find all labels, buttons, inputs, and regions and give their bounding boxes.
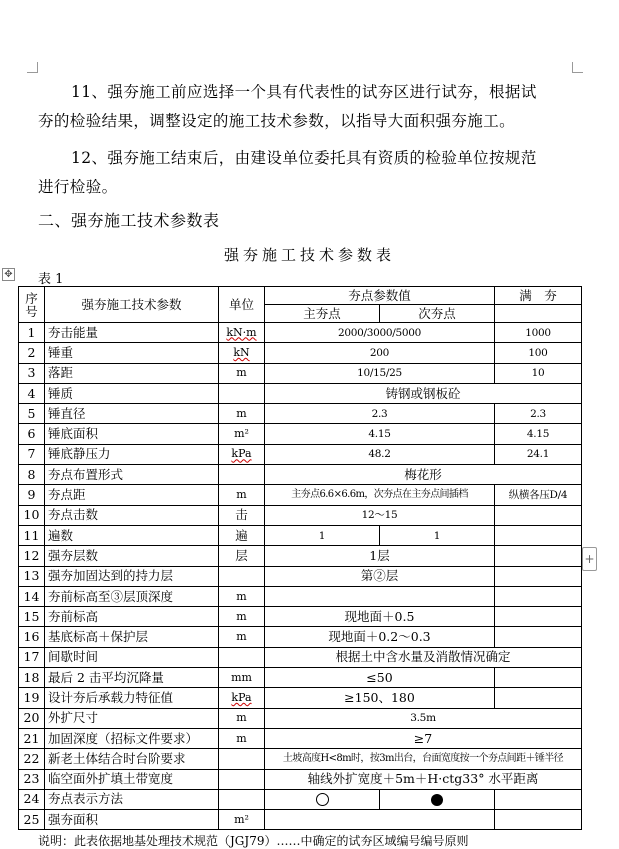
row-full-value — [495, 789, 582, 809]
row-param: 外扩尺寸 — [45, 708, 219, 728]
row-full-value: 2.3 — [495, 404, 582, 424]
row-unit: kPa — [219, 444, 265, 464]
paragraph-12 — [38, 144, 578, 202]
table-row — [19, 343, 582, 363]
row-no: 6 — [19, 424, 45, 444]
row-full-value: 4.15 — [495, 424, 582, 444]
table-row — [19, 728, 582, 748]
row-param: 加固深度（招标文件要求） — [45, 728, 219, 748]
row-full-value — [495, 586, 582, 606]
row-secondary-value: 1 — [380, 525, 495, 545]
row-no: 2 — [19, 343, 45, 363]
row-no: 20 — [19, 708, 45, 728]
header-secondary-tamp: 次夯点 — [380, 305, 495, 323]
row-value: ≤50 — [265, 668, 495, 688]
row-param: 新老土体结合时台阶要求 — [45, 749, 219, 769]
table-move-handle-icon[interactable]: ✥ — [2, 268, 15, 281]
row-unit: m — [219, 708, 265, 728]
row-value: 梅花形 — [265, 465, 582, 485]
row-no: 17 — [19, 647, 45, 667]
row-value: 第②层 — [265, 566, 495, 586]
header-no: 序号 — [19, 287, 45, 323]
header-main-tamp: 主夯点 — [265, 305, 380, 323]
row-full-value: 1000 — [495, 323, 582, 343]
row-no: 18 — [19, 668, 45, 688]
row-no: 21 — [19, 728, 45, 748]
row-full-value: 10 — [495, 363, 582, 383]
row-value: 主夯点6.6×6.6m，次夯点在主夯点间插档 — [265, 485, 495, 505]
row-full-value — [495, 688, 582, 708]
row-full-value — [495, 566, 582, 586]
row-value: 现地面＋0.2～0.3 — [265, 627, 495, 647]
table-row — [19, 465, 582, 485]
row-no: 5 — [19, 404, 45, 424]
row-param: 锤底面积 — [45, 424, 219, 444]
row-full-value — [495, 627, 582, 647]
row-full-value — [495, 668, 582, 688]
table-row — [19, 546, 582, 566]
table-row — [19, 749, 582, 769]
row-main-symbol — [265, 789, 380, 809]
row-unit: kPa — [219, 688, 265, 708]
row-param: 夯点表示方法 — [45, 789, 219, 809]
section-heading: 二、强夯施工技术参数表 — [38, 211, 220, 230]
table-row — [19, 668, 582, 688]
row-no: 23 — [19, 769, 45, 789]
row-unit — [219, 789, 265, 809]
row-no: 4 — [19, 383, 45, 403]
row-value: 根据土中含水量及消散情况确定 — [265, 647, 582, 667]
row-unit: mm — [219, 668, 265, 688]
row-param: 夯击能量 — [45, 323, 219, 343]
row-value: 48.2 — [265, 444, 495, 464]
row-full-value — [495, 525, 582, 545]
row-param: 锤直径 — [45, 404, 219, 424]
header-param: 强夯施工技术参数 — [45, 287, 219, 323]
add-column-icon[interactable]: + — [582, 547, 597, 571]
header-unit: 单位 — [219, 287, 265, 323]
row-value — [265, 586, 495, 606]
row-unit: m — [219, 607, 265, 627]
row-full-value — [495, 546, 582, 566]
filled-circle-icon — [431, 794, 443, 806]
row-no: 12 — [19, 546, 45, 566]
row-no: 24 — [19, 789, 45, 809]
table-row — [19, 323, 582, 343]
row-param: 临空面外扩填土带宽度 — [45, 769, 219, 789]
table-row — [19, 485, 582, 505]
row-unit: m — [219, 363, 265, 383]
row-unit: m² — [219, 424, 265, 444]
row-param: 夯前标高至③层顶深度 — [45, 586, 219, 606]
row-param: 强夯层数 — [45, 546, 219, 566]
row-unit: 遍 — [219, 525, 265, 545]
table-row — [19, 810, 582, 830]
table-row — [19, 627, 582, 647]
row-value: 3.5m — [265, 708, 582, 728]
hollow-circle-icon — [316, 793, 329, 806]
row-full-value — [495, 607, 582, 627]
row-unit: 层 — [219, 546, 265, 566]
row-full-value — [495, 505, 582, 525]
row-unit: kN·m — [219, 323, 265, 343]
table-row — [19, 769, 582, 789]
row-secondary-symbol — [380, 789, 495, 809]
row-param: 夯点距 — [45, 485, 219, 505]
row-param: 强夯面积 — [45, 810, 219, 830]
row-unit: 击 — [219, 505, 265, 525]
row-no: 7 — [19, 444, 45, 464]
row-value: 12～15 — [265, 505, 495, 525]
row-param: 遍数 — [45, 525, 219, 545]
row-param: 基底标高＋保护层 — [45, 627, 219, 647]
row-unit — [219, 647, 265, 667]
row-no: 22 — [19, 749, 45, 769]
table-row — [19, 505, 582, 525]
row-no: 25 — [19, 810, 45, 830]
table-row — [19, 789, 582, 809]
paragraph-line: 12、强夯施工结束后，由建设单位委托具有资质的检验单位按规范 — [71, 149, 537, 167]
table-row — [19, 566, 582, 586]
paragraph-line: 11、强夯施工前应选择一个具有代表性的试夯区进行试夯，根据试 — [71, 83, 537, 101]
row-param: 间歇时间 — [45, 647, 219, 667]
row-param: 落距 — [45, 363, 219, 383]
row-value: 铸钢或钢板砼 — [265, 383, 582, 403]
row-no: 14 — [19, 586, 45, 606]
row-param: 夯前标高 — [45, 607, 219, 627]
paragraph-line: 进行检验。 — [38, 178, 118, 196]
table-row — [19, 383, 582, 403]
row-value: 2000/3000/5000 — [265, 323, 495, 343]
table-row — [19, 647, 582, 667]
row-param: 锤重 — [45, 343, 219, 363]
table-number: 表 1 — [38, 272, 64, 287]
row-unit: m — [219, 728, 265, 748]
row-param: 夯点布置形式 — [45, 465, 219, 485]
row-unit: m² — [219, 810, 265, 830]
table-row — [19, 444, 582, 464]
row-unit — [219, 383, 265, 403]
table-title: 强夯施工技术参数表 — [223, 246, 395, 264]
row-no: 9 — [19, 485, 45, 505]
row-param: 强夯加固达到的持力层 — [45, 566, 219, 586]
row-no: 11 — [19, 525, 45, 545]
row-unit: kN — [219, 343, 265, 363]
row-unit: m — [219, 586, 265, 606]
row-value: ≥150、180 — [265, 688, 495, 708]
row-unit: m — [219, 627, 265, 647]
row-unit — [219, 749, 265, 769]
row-value: 1层 — [265, 546, 495, 566]
row-no: 3 — [19, 363, 45, 383]
row-no: 16 — [19, 627, 45, 647]
row-value: 200 — [265, 343, 495, 363]
row-value — [265, 810, 495, 830]
header-full-empty — [495, 305, 582, 323]
footer-note-partial: 说明：此表依据地基处理技术规范（JGJ79）……中确定的试夯区域编号编号原则 — [38, 834, 469, 848]
table-row — [19, 607, 582, 627]
page-corner-mark-left — [27, 62, 38, 73]
row-value: 10/15/25 — [265, 363, 495, 383]
row-no: 8 — [19, 465, 45, 485]
row-unit — [219, 769, 265, 789]
row-full-value: 100 — [495, 343, 582, 363]
row-value: ≥7 — [265, 728, 582, 748]
table-header-row — [19, 287, 582, 305]
table-row — [19, 525, 582, 545]
row-full-value: 纵横各压D/4 — [495, 485, 582, 505]
row-param: 锤底静压力 — [45, 444, 219, 464]
row-value: 现地面＋0.5 — [265, 607, 495, 627]
header-tamp-value: 夯点参数值 — [265, 287, 495, 305]
table-row — [19, 688, 582, 708]
row-unit — [219, 465, 265, 485]
row-no: 13 — [19, 566, 45, 586]
page-corner-mark-right — [572, 62, 583, 73]
row-param: 设计夯后承载力特征值 — [45, 688, 219, 708]
table-row — [19, 424, 582, 444]
table-row — [19, 586, 582, 606]
row-param: 最后 2 击平均沉降量 — [45, 668, 219, 688]
row-unit — [219, 566, 265, 586]
paragraph-line: 夯的检验结果，调整设定的施工技术参数，以指导大面积强夯施工。 — [38, 112, 516, 130]
row-no: 15 — [19, 607, 45, 627]
row-unit: m — [219, 404, 265, 424]
table-row — [19, 708, 582, 728]
row-value: 土坡高度H<8m时，按3m出台，台面宽度按一个夯点间距＋锤半径 — [265, 749, 582, 769]
row-no: 10 — [19, 505, 45, 525]
parameter-table — [18, 286, 582, 830]
row-no: 19 — [19, 688, 45, 708]
row-full-value — [495, 810, 582, 830]
row-param: 锤质 — [45, 383, 219, 403]
header-full-tamp: 满 夯 — [495, 287, 582, 305]
row-value: 2.3 — [265, 404, 495, 424]
row-value: 4.15 — [265, 424, 495, 444]
paragraph-11 — [38, 78, 578, 136]
row-no: 1 — [19, 323, 45, 343]
row-param: 夯点击数 — [45, 505, 219, 525]
table-row — [19, 363, 582, 383]
row-main-value: 1 — [265, 525, 380, 545]
row-value: 轴线外扩宽度＋5m＋H·ctg33° 水平距离 — [265, 769, 582, 789]
row-unit: m — [219, 485, 265, 505]
table-row — [19, 404, 582, 424]
row-full-value: 24.1 — [495, 444, 582, 464]
